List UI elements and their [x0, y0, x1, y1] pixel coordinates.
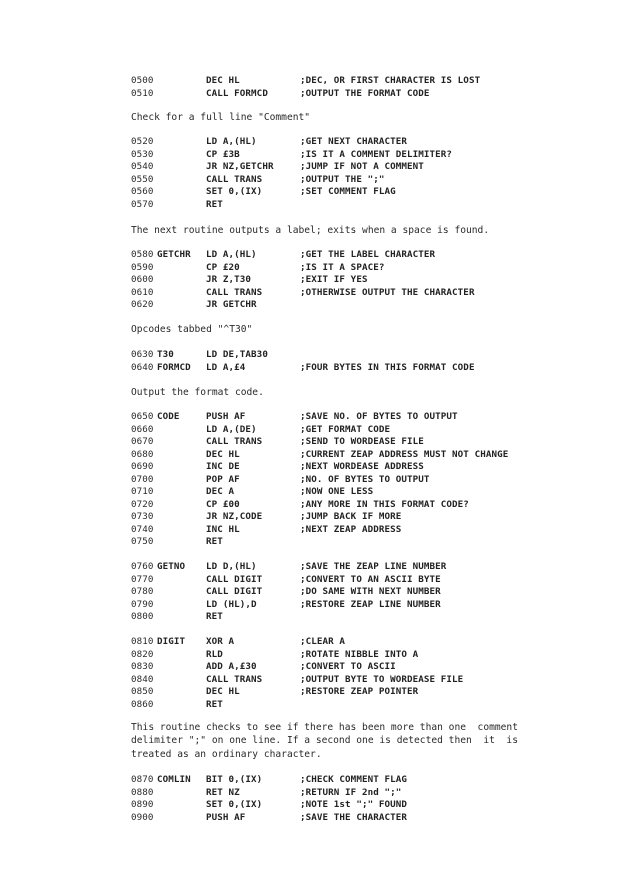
line-number: 0500	[131, 75, 154, 86]
code-line	[0, 686, 620, 698]
code-line	[0, 262, 620, 274]
code-line	[0, 287, 620, 299]
code-line	[0, 574, 620, 586]
code-line	[0, 611, 620, 623]
line-number: 0640	[131, 361, 154, 373]
code-line	[0, 511, 620, 523]
code-line	[0, 787, 620, 799]
opcode: CALL TRANS	[206, 436, 263, 447]
line-number: 0870	[131, 774, 154, 785]
line-number: 0590	[131, 261, 154, 273]
paragraph-line: treated as an ordinary character.	[131, 748, 322, 760]
line-number: 0780	[131, 586, 154, 597]
code-line	[0, 636, 620, 648]
comment: ;GET THE LABEL CHARACTER	[300, 249, 436, 260]
opcode: JR NZ,CODE	[206, 511, 263, 522]
code-line	[0, 524, 620, 536]
line-number: 0550	[131, 173, 154, 185]
line-number: 0560	[131, 186, 154, 197]
code-line	[0, 362, 620, 374]
opcode: ADD A,£30	[206, 661, 257, 672]
comment: ;NOTE 1st ";" FOUND	[300, 799, 407, 810]
opcode: JR Z,T30	[206, 274, 252, 285]
line-number: 0580	[131, 249, 154, 260]
code-line	[0, 249, 620, 261]
opcode: LD DE,TAB30	[206, 349, 268, 360]
code-line	[0, 536, 620, 548]
opcode: POP AF	[206, 473, 240, 485]
line-number: 0750	[131, 536, 154, 547]
line-number: 0800	[131, 611, 154, 622]
comment: ;DEC, OR FIRST CHARACTER IS LOST	[300, 75, 481, 86]
line-number: 0700	[131, 473, 154, 485]
label: GETCHR	[157, 249, 191, 260]
code-line	[0, 186, 620, 198]
opcode: LD A,(DE)	[206, 423, 257, 435]
opcode: LD A,(HL)	[206, 136, 257, 147]
comment: ;RESTORE ZEAP POINTER	[300, 686, 419, 697]
line-number: 0850	[131, 686, 154, 697]
code-line	[0, 174, 620, 186]
label: COMLIN	[157, 774, 191, 785]
opcode: LD (HL),D	[206, 598, 257, 610]
opcode: RET	[206, 611, 223, 622]
line-number: 0830	[131, 661, 154, 672]
opcode: LD A,£4	[206, 361, 246, 373]
code-line	[0, 424, 620, 436]
line-number: 0660	[131, 423, 154, 435]
line-number: 0710	[131, 486, 154, 497]
opcode: CALL DIGIT	[206, 586, 263, 597]
comment: ;SEND TO WORDEASE FILE	[300, 436, 424, 447]
comment: ;GET NEXT CHARACTER	[300, 136, 407, 147]
code-line	[0, 474, 620, 486]
label: DIGIT	[157, 636, 186, 647]
code-line	[0, 349, 620, 361]
line-number: 0680	[131, 448, 154, 460]
code-line	[0, 649, 620, 661]
opcode: LD D,(HL)	[206, 561, 257, 572]
code-line	[0, 411, 620, 423]
opcode: JR GETCHR	[206, 299, 257, 310]
opcode: INC DE	[206, 461, 240, 472]
code-line	[0, 161, 620, 173]
code-line	[0, 136, 620, 148]
opcode: RET	[206, 536, 223, 547]
code-line	[0, 561, 620, 573]
line-number: 0690	[131, 461, 154, 472]
comment: ;RESTORE ZEAP LINE NUMBER	[300, 598, 441, 610]
prose-text: The next routine outputs a label; exits when a space is found.	[131, 225, 490, 236]
code-line	[0, 599, 620, 611]
opcode: INC HL	[206, 523, 240, 535]
comment: ;ANY MORE IN THIS FORMAT CODE?	[300, 498, 469, 510]
comment: ;IS IT A COMMENT DELIMITER?	[300, 148, 453, 160]
comment: ;SAVE NO. OF BYTES TO OUTPUT	[300, 411, 458, 422]
line-number: 0820	[131, 648, 154, 660]
comment: ;GET FORMAT CODE	[300, 423, 391, 435]
code-line	[0, 774, 620, 786]
comment: ;CLEAR A	[300, 636, 346, 647]
opcode: XOR A	[206, 636, 235, 647]
comment: ;EXIT IF YES	[300, 274, 368, 285]
line-number: 0720	[131, 498, 154, 510]
code-line	[0, 274, 620, 286]
opcode: CP £20	[206, 261, 240, 273]
line-number: 0510	[131, 87, 154, 99]
opcode: RET	[206, 698, 223, 710]
comment: ;SET COMMENT FLAG	[300, 186, 396, 197]
comment: ;ROTATE NIBBLE INTO A	[300, 648, 419, 660]
opcode: CALL FORMCD	[206, 87, 268, 99]
comment: ;OUTPUT BYTE TO WORDEASE FILE	[300, 673, 464, 685]
label: GETNO	[157, 561, 186, 572]
line-number: 0880	[131, 786, 154, 798]
code-line	[0, 199, 620, 211]
label: CODE	[157, 411, 180, 422]
line-number: 0570	[131, 198, 154, 210]
comment: ;FOUR BYTES IN THIS FORMAT CODE	[300, 361, 475, 373]
line-number: 0890	[131, 799, 154, 810]
opcode: CALL DIGIT	[206, 573, 263, 585]
line-number: 0760	[131, 561, 154, 572]
opcode: CALL TRANS	[206, 286, 263, 298]
prose-text: Opcodes tabbed "^T30"	[131, 324, 253, 335]
code-line	[0, 486, 620, 498]
label: FORMCD	[157, 361, 191, 373]
comment: ;OUTPUT THE ";"	[300, 173, 385, 185]
line-number: 0770	[131, 573, 154, 585]
line-number: 0650	[131, 411, 154, 422]
line-number: 0740	[131, 523, 154, 535]
line-number: 0670	[131, 436, 154, 447]
code-line	[0, 661, 620, 673]
opcode: CALL TRANS	[206, 173, 263, 185]
opcode: CP £3B	[206, 148, 240, 160]
code-line	[0, 499, 620, 511]
opcode: SET 0,(IX)	[206, 186, 263, 197]
code-line	[0, 149, 620, 161]
opcode: CP £00	[206, 498, 240, 510]
opcode: DEC HL	[206, 75, 240, 86]
comment: ;NO. OF BYTES TO OUTPUT	[300, 473, 430, 485]
comment: ;CHECK COMMENT FLAG	[300, 774, 407, 785]
label: T30	[157, 349, 174, 360]
opcode: LD A,(HL)	[206, 249, 257, 260]
code-line	[0, 299, 620, 311]
opcode: RLD	[206, 648, 223, 660]
comment: ;OTHERWISE OUTPUT THE CHARACTER	[300, 286, 475, 298]
opcode: RET	[206, 198, 223, 210]
opcode: SET 0,(IX)	[206, 799, 263, 810]
comment: ;SAVE THE CHARACTER	[300, 811, 407, 823]
opcode: DEC HL	[206, 448, 240, 460]
opcode: PUSH AF	[206, 411, 246, 422]
comment: ;JUMP BACK IF MORE	[300, 511, 402, 522]
line-number: 0520	[131, 136, 154, 147]
line-number: 0530	[131, 148, 154, 160]
comment: ;DO SAME WITH NEXT NUMBER	[300, 586, 441, 597]
code-line	[0, 449, 620, 461]
opcode: RET NZ	[206, 786, 240, 798]
line-number: 0790	[131, 598, 154, 610]
line-number: 0840	[131, 673, 154, 685]
paragraph-line: This routine checks to see if there has been more than one comment	[131, 722, 518, 733]
comment: ;SAVE THE ZEAP LINE NUMBER	[300, 561, 447, 572]
code-line	[0, 461, 620, 473]
paragraph-line: delimiter ";" on one line. If a second one is detected then it is	[131, 735, 518, 747]
line-number: 0810	[131, 636, 154, 647]
code-line	[0, 699, 620, 711]
code-line	[0, 812, 620, 824]
code-line	[0, 799, 620, 811]
comment: ;CONVERT TO ASCII	[300, 661, 396, 672]
comment: ;RETURN IF 2nd ";"	[300, 786, 402, 798]
comment: ;CURRENT ZEAP ADDRESS MUST NOT CHANGE	[300, 448, 509, 460]
code-line	[0, 674, 620, 686]
code-line	[0, 586, 620, 598]
comment: ;NEXT ZEAP ADDRESS	[300, 523, 402, 535]
comment: ;NEXT WORDEASE ADDRESS	[300, 461, 424, 472]
code-line	[0, 75, 620, 87]
comment: ;JUMP IF NOT A COMMENT	[300, 161, 424, 172]
line-number: 0900	[131, 811, 154, 823]
line-number: 0730	[131, 511, 154, 522]
opcode: DEC A	[206, 486, 235, 497]
prose-text: Output the format code.	[131, 387, 264, 398]
code-line	[0, 436, 620, 448]
code-line	[0, 88, 620, 100]
comment: ;OUTPUT THE FORMAT CODE	[300, 87, 430, 99]
line-number: 0540	[131, 161, 154, 172]
opcode: JR NZ,GETCHR	[206, 161, 274, 172]
opcode: PUSH AF	[206, 811, 246, 823]
paragraph	[131, 721, 551, 761]
comment: ;IS IT A SPACE?	[300, 261, 385, 273]
comment: ;NOW ONE LESS	[300, 486, 374, 497]
opcode: BIT 0,(IX)	[206, 774, 263, 785]
comment: ;CONVERT TO AN ASCII BYTE	[300, 573, 441, 585]
line-number: 0600	[131, 274, 154, 285]
line-number: 0620	[131, 299, 154, 310]
line-number: 0610	[131, 286, 154, 298]
opcode: CALL TRANS	[206, 673, 263, 685]
prose-text: Check for a full line "Comment"	[131, 112, 311, 123]
opcode: DEC HL	[206, 686, 240, 697]
line-number: 0630	[131, 349, 154, 360]
line-number: 0860	[131, 698, 154, 710]
